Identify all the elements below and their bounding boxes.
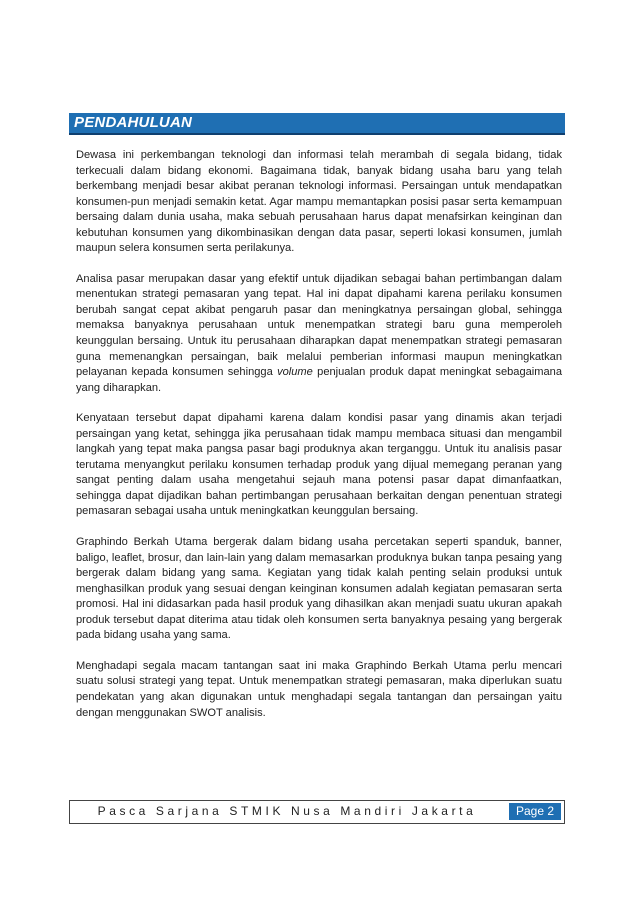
paragraph-3: Kenyataan tersebut dapat dipahami karena dalam kondisi pasar yang dinamis akan terjadi persaingan yang ketat, sehingga jika perusahaan tidak mampu membaca situasi dan mengambil langkah yang tepat maka pangsa pasar bagi produknya akan terganggu. Untuk itu analisis pasar terutama menyangkut perilaku konsumen terhadap produk yang dijual memegang peranan yang sangat penting dalam usaha mengetahui sejauh mana potensi pasar dapat dimanfaatkan, sehingga dapat dijadikan bahan pertimbangan perusahaan berkaitan dengan penentuan strategi pemasaran sebagai usaha untuk meningkatkan keunggulan bersaing. [76, 412, 562, 518]
paragraph-5: Menghadapi segala macam tantangan saat ini maka Graphindo Berkah Utama perlu mencari suatu solusi strategi yang tepat. Untuk menempatkan strategi pemasaran, maka diperlukan suatu pendekatan yang akan digunakan untuk menghadapi segala tantangan dan persaingan yaitu dengan menggunakan SWOT analisis. [76, 659, 562, 719]
section-title: PENDAHULUAN [74, 114, 193, 131]
page-footer [69, 800, 565, 824]
section-title-bar [69, 113, 565, 135]
paragraph-2 [76, 272, 562, 396]
footer-institution: Pasca Sarjana STMIK Nusa Mandiri Jakarta [97, 804, 477, 818]
paragraph-1: Dewasa ini perkembangan teknologi dan informasi telah merambah di segala bidang, tidak terkecuali dalam bidang ekonomi. Bagaimana tidak, banyak bidang usaha baru yang telah berkembang menjadi besar akibat peranan teknologi informasi. Persaingan untuk mendapatkan konsumen-pun menjadi semakin ketat. Agar mampu memantapkan posisi pasar serta kemampuan bersaing dalam dunia usaha, maka sebuah perusahaan harus dapat menafsirkan keinginan dan kebutuhan konsumen yang dikombinasikan dengan data pasar, seperti lokasi konsumen, jumlah maupun selera konsumen serta perilakunya. [76, 149, 562, 255]
page-number: Page 2 [509, 803, 561, 820]
paragraph-2-emphasis: volume [277, 366, 313, 379]
paragraph-2-text-after: penjualan produk dapat meningkat sebagaimana yang diharapkan. [76, 366, 563, 394]
paragraph-2-text-before: Analisa pasar merupakan dasar yang efektif untuk dijadikan sebagai bahan pertimbangan dalam menentukan strategi pemasaran yang tepat. Hal ini dapat dipahami karena perilaku konsumen berubah sangat cepat akibat pengaruh pasar dan meningkatnya persaingan global, sehingga memaksa banyaknya perusahaan untuk menempatkan strategi baru guna memperoleh keunggulan bersaing. Untuk itu perusahaan diharapkan dapat menempatkan strategi pemasaran guna memenangkan persaingan, baik melalui pemberian informasi maupun meningkatkan pelayanan kepada konsumen sehingga [76, 272, 562, 379]
paragraph-4: Graphindo Berkah Utama bergerak dalam bidang usaha percetakan seperti spanduk, banner, baligo, leaflet, brosur, dan lain-lain yang dalam memasarkan produknya bukan tanpa pesaing yang bergerak dalam bidang yang sama. Kegiatan yang tidak kalah penting selain produksi untuk menghasilkan produk yang sesuai dengan keinginan konsumen adalah kegiatan pemasaran serta promosi. Hal ini didasarkan pada hasil produk yang dihasilkan akan menjadi suatu ukuran apakah produk tersebut dapat diterima atau tidak oleh konsumen serta banyaknya pesaing yang bergerak pada bidang usaha yang sama. [76, 536, 562, 642]
body-text [76, 148, 562, 736]
